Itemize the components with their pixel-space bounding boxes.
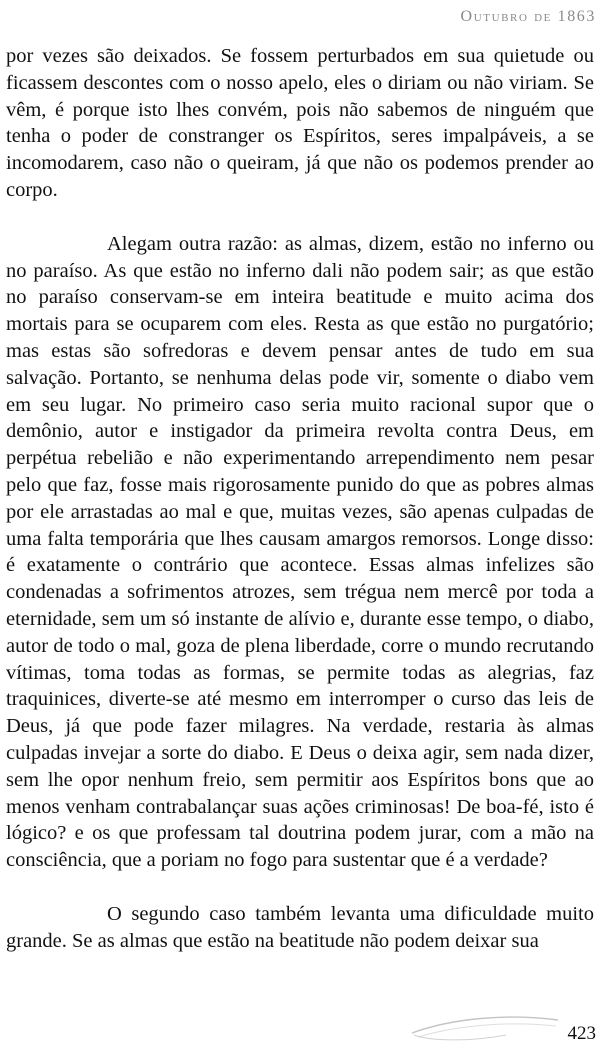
paragraph-continuation: por vezes são deixados. Se fossem perturbados em sua quietude ou ficassem descontes com o nosso apelo, eles o diriam ou não viriam. Se vêm, é porque isto lhes convém, pois não sabemos de ninguém que tenha o poder de constranger os Espíritos, seres impalpáveis, a se incomodarem, caso não o queiram, já que não os podemos prender ao corpo. [6,45,594,201]
running-header: Outubro de 1863 [460,8,596,25]
page-footer [0,1003,606,1053]
decorative-swoosh [410,1011,560,1043]
paragraph-final: O segundo caso também levanta uma dificuldade muito grande. Se as almas que estão na beatitude não podem deixar sua [6,902,594,952]
page-number: 423 [567,1023,596,1044]
paragraph-main: Alegam outra razão: as almas, dizem, estão no inferno ou no paraíso. As que estão no inferno dali não podem sair; as que estão no paraíso conservam-se em inteira beatitude e muito acima dos mortais para se ocuparem com eles. Resta as que estão no purgatório; mas estas são sofredoras e devem pensar antes de tudo em sua salvação. Portanto, se nenhuma delas pode vir, somente o diabo vem em seu lugar. No primeiro caso seria muito racional supor que o demônio, autor e instigador da primeira revolta contra Deus, em perpétua rebelião e não experimentando arrependimento nem pesar pelo que faz, fosse mais rigorosamente punido do que as pobres almas por ele arrastadas ao mal e que, muitas vezes, são apenas culpadas de uma falta temporária que lhes causam amargos remorsos. Longe disso: é exatamente o contrário que acontece. Essas almas infelizes são condenadas a sofrimentos atrozes, sem trégua nem mercê por toda a eternidade, sem um só instante de alívio e, durante esse tempo, o diabo, autor de todo o mal, goza de plena liberdade, corre o mundo recrutando vítimas, toma todas as formas, se permite todas as alegrias, faz traquinices, diverte-se até mesmo em interromper o curso das leis de Deus, já que pode fazer milagres. Na verdade, restaria às almas culpadas invejar a sorte do diabo. E Deus o deixa agir, sem nada dizer, sem lhe opor nenhum freio, sem permitir aos Espíritos bons que ao menos venham contrabalançar suas ações criminosas! De boa-fé, isto é lógico? e os que professam tal doutrina podem jurar, com a mão na consciência, que a poriam no fogo para sustentar que é a verdade? [6,232,594,872]
page-body [6,43,594,955]
